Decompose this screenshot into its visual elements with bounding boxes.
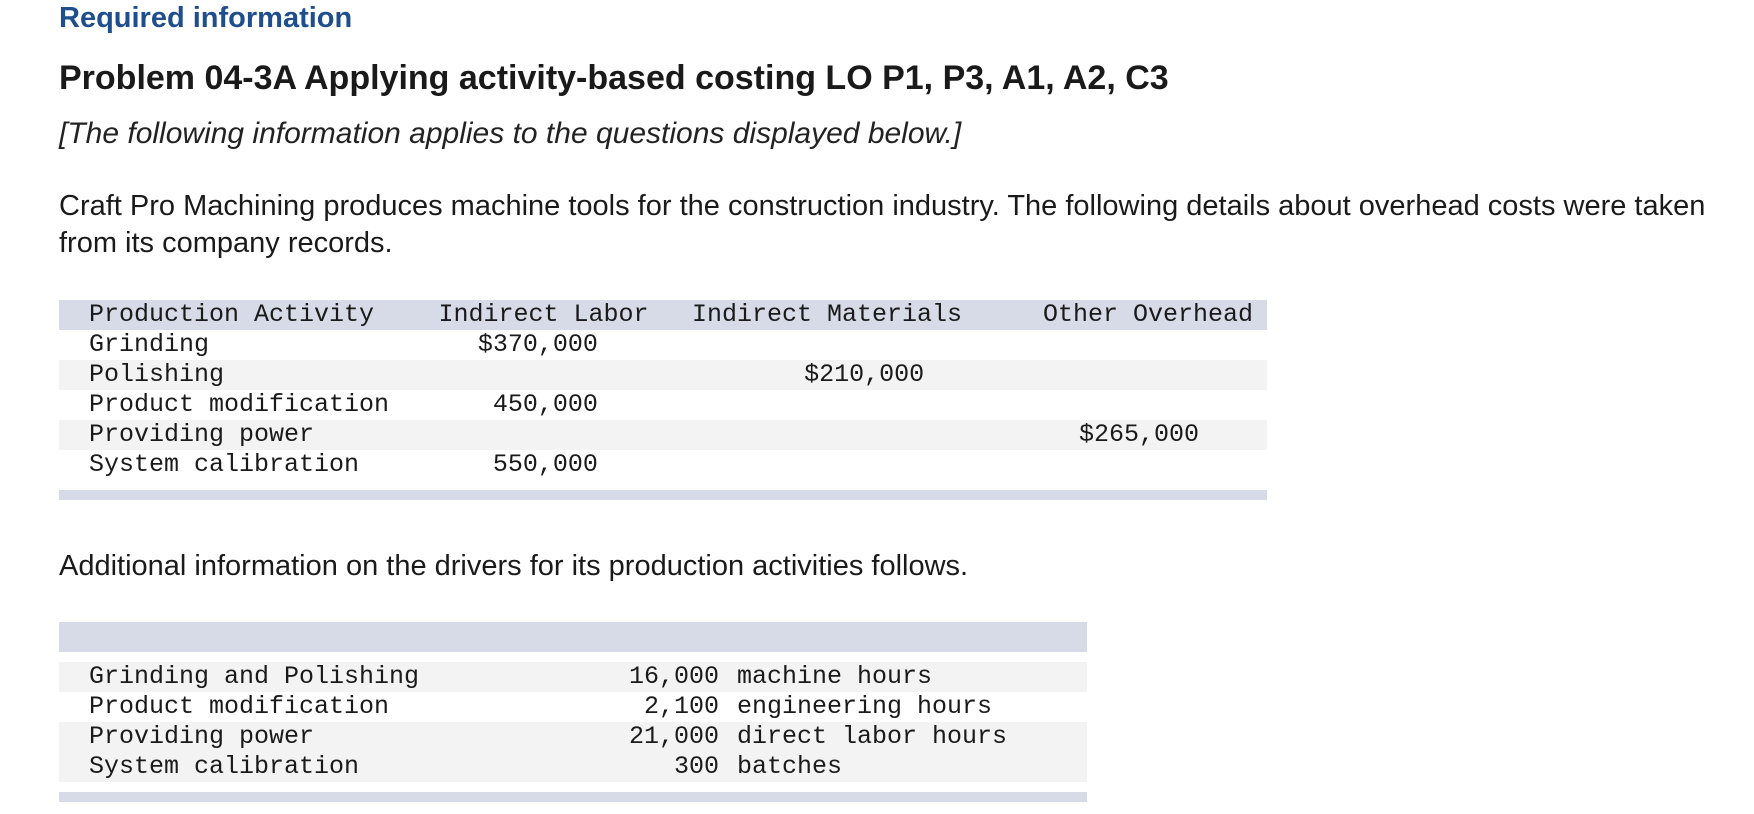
table-row: [59, 692, 1087, 722]
row-other-overhead: [986, 330, 1267, 360]
driver-quantity: 16,000: [628, 662, 719, 691]
table-row: [59, 722, 1087, 752]
table-header-row: [59, 300, 1267, 330]
row-indirect-labor: [419, 420, 668, 450]
table-row: [59, 752, 1087, 782]
driver-unit: engineering hours: [737, 692, 993, 721]
header-indirect-materials: Indirect Materials: [691, 300, 963, 329]
intro-paragraph: Craft Pro Machining produces machine tools for the construction industry. The following details about overhead costs were taken from its company records.: [59, 190, 1706, 259]
table-row: [59, 450, 1267, 480]
driver-activity: System calibration: [89, 752, 360, 781]
table-spacer-row: [59, 480, 1267, 490]
row-other-overhead: [986, 390, 1267, 420]
row-other-overhead: [986, 450, 1267, 480]
required-information-heading: Required information: [59, 2, 353, 34]
table-row: [59, 662, 1087, 692]
activity-drivers-table: [59, 622, 1087, 802]
row-activity: Grinding: [89, 330, 210, 359]
row-activity: Polishing: [89, 360, 225, 389]
driver-unit: batches: [737, 752, 843, 781]
row-activity: Product modification: [89, 390, 390, 419]
driver-activity: Providing power: [89, 722, 315, 751]
table-row: [59, 390, 1267, 420]
row-activity: System calibration: [89, 450, 360, 479]
header-production-activity: Production Activity: [89, 300, 375, 329]
row-indirect-materials: [668, 330, 986, 360]
table-row: [59, 360, 1267, 390]
table-row: [59, 330, 1267, 360]
driver-activity: Product modification: [89, 692, 390, 721]
problem-title: Problem 04-3A Applying activity-based costing LO P1, P3, A1, A2, C3: [59, 59, 1169, 97]
row-indirect-materials: [668, 450, 986, 480]
additional-info-paragraph: Additional information on the drivers for its production activities follows.: [59, 550, 969, 582]
row-indirect-materials: [668, 420, 986, 450]
driver-quantity: 2,100: [643, 692, 719, 721]
table-header-row: [59, 622, 1087, 652]
applies-note: [The following information applies to the questions displayed below.]: [59, 117, 962, 150]
row-other-overhead: $265,000: [1078, 420, 1199, 449]
driver-quantity: 300: [673, 752, 719, 781]
overhead-costs-table: [59, 300, 1267, 500]
table-spacer-row: [59, 782, 1087, 792]
table-footer-bar: [59, 490, 1267, 500]
driver-quantity: 21,000: [628, 722, 719, 751]
header-indirect-labor: Indirect Labor: [438, 300, 649, 329]
header-other-overhead: Other Overhead: [1042, 300, 1253, 329]
driver-activity: Grinding and Polishing: [89, 662, 420, 691]
row-indirect-materials: $210,000: [804, 360, 925, 389]
row-indirect-labor: [419, 360, 668, 390]
table-row: [59, 420, 1267, 450]
row-indirect-labor: 550,000: [492, 450, 598, 479]
row-indirect-labor: $370,000: [477, 330, 598, 359]
row-other-overhead: [986, 360, 1267, 390]
driver-unit: machine hours: [737, 662, 933, 691]
table-footer-bar: [59, 792, 1087, 802]
driver-unit: direct labor hours: [737, 722, 1008, 751]
table-spacer-row: [59, 652, 1087, 662]
row-indirect-materials: [668, 390, 986, 420]
row-activity: Providing power: [89, 420, 315, 449]
row-indirect-labor: 450,000: [492, 390, 598, 419]
